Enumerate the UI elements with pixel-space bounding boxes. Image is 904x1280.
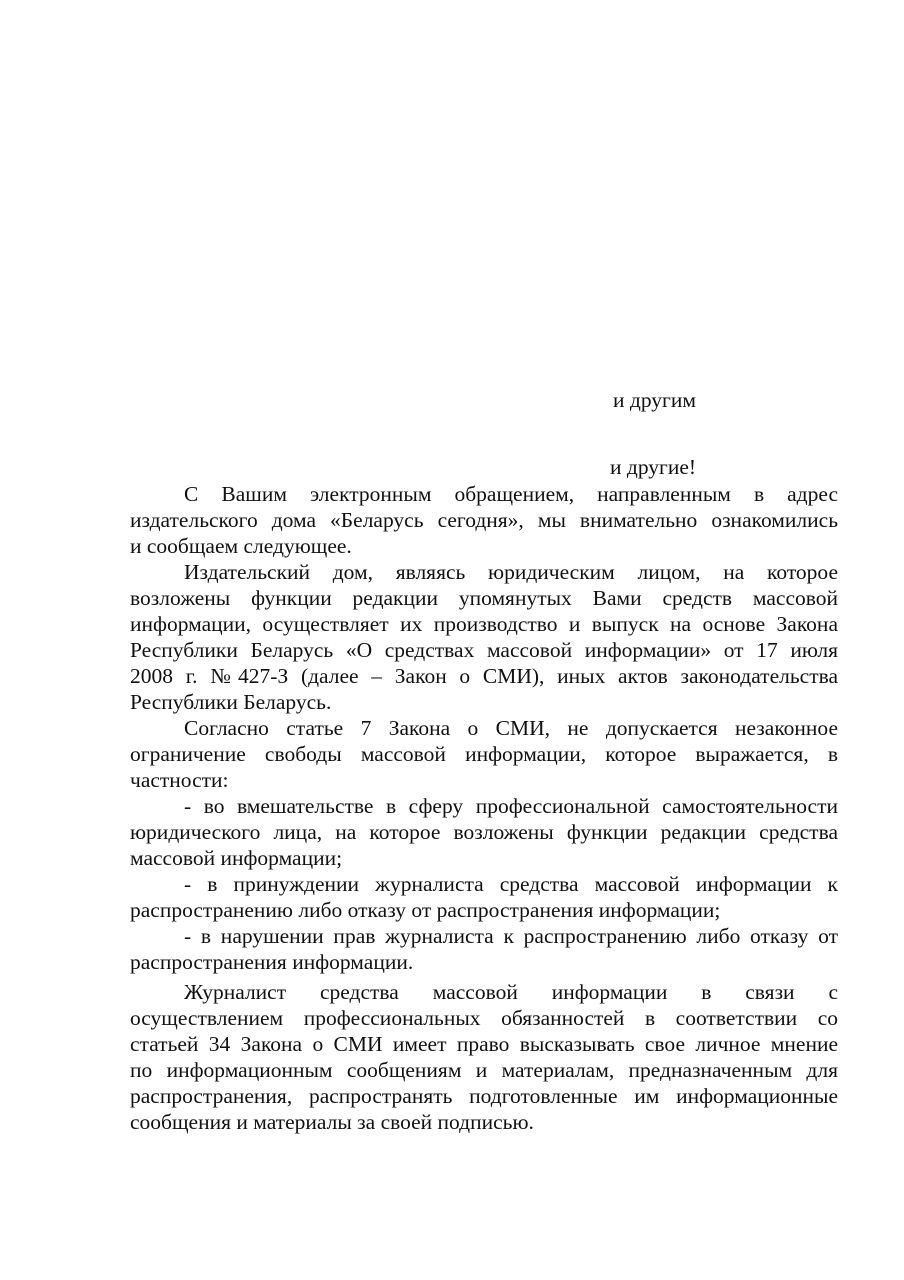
text-line: сообщения и материалы за своей подписью. [130, 1110, 534, 1134]
text-line: Республики Беларусь. [130, 690, 332, 714]
text-line: массовой информации; [130, 846, 343, 870]
paragraph [130, 979, 838, 1135]
text-line: Согласно статье 7 Закона о СМИ, не допускается незаконное [184, 716, 838, 740]
paragraph [130, 793, 838, 871]
text-line: статьей 34 Закона о СМИ имеет право высказывать свое личное мнение [130, 1032, 838, 1056]
greeting: и другие! [610, 455, 697, 479]
text-line: распространению либо отказу от распространения информации; [130, 898, 721, 922]
letter-body [130, 481, 838, 1135]
text-line: Издательский дом, являясь юридическим лицом, на которое [184, 560, 838, 584]
paragraph [130, 715, 838, 793]
text-line: - во вмешательстве в сферу профессиональной самостоятельности [184, 794, 838, 818]
paragraph [130, 923, 838, 975]
addressee-line: и другим [613, 388, 696, 412]
text-line: Республики Беларусь «О средствах массовой информации» от 17 июля [130, 638, 838, 662]
text-line: распространения, распространять подготовленные им информационные [130, 1084, 838, 1108]
text-line: и сообщаем следующее. [130, 534, 352, 558]
text-line: - в нарушении прав журналиста к распространению либо отказу от [184, 924, 838, 948]
text-line: - в принуждении журналиста средства массовой информации к [184, 872, 838, 896]
text-line: издательского дома «Беларусь сегодня», мы внимательно ознакомились [130, 508, 838, 532]
paragraph [130, 871, 838, 923]
text-line: возложены функции редакции упомянутых Вами средств массовой [130, 586, 838, 610]
paragraph [130, 559, 838, 715]
text-line: С Вашим электронным обращением, направленным в адрес [184, 482, 838, 506]
text-line: осуществлением профессиональных обязанностей в соответствии со [130, 1006, 838, 1030]
text-line: распространения информации. [130, 950, 414, 974]
text-line: ограничение свободы массовой информации, которое выражается, в [130, 742, 838, 766]
paragraph [130, 481, 838, 559]
text-line: юридического лица, на которое возложены функции редакции средства [130, 820, 838, 844]
text-line: частности: [130, 768, 229, 792]
text-line: информации, осуществляет их производство и выпуск на основе Закона [130, 612, 838, 636]
text-line: по информационным сообщениям и материалам, предназначенным для [130, 1058, 838, 1082]
text-line: Журналист средства массовой информации в связи с [184, 980, 838, 1004]
text-line: 2008 г. №427-З (далее – Закон о СМИ), иных актов законодательства [130, 664, 838, 688]
